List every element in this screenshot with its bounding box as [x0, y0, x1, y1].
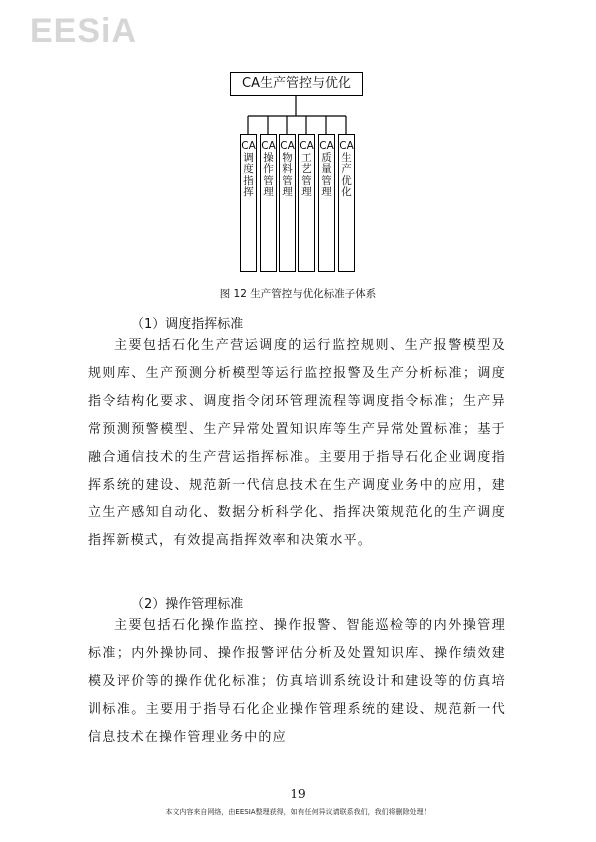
diagram-node-material: CA物料管理: [279, 134, 296, 272]
page-number: 19: [290, 787, 306, 801]
section-paragraph: 主要包括石化生产营运调度的运行监控规则、生产报警模型及规则库、生产预测分析模型等运行监控报警及生产分析标准；调度指令结构化要求、调度指令闭环管理流程等调度指令标准；生产异常预测预警模型、生产异常处置知识库等生产异常处置标准；基于融合通信技术的生产营运指挥标准。主要用于指导石化企业调度指挥系统的建设、规范新一代信息技术在生产调度业务中的应用，建立生产感知自动化、数据分析科学化、指挥决策规范化的生产调度指挥新模式，有效提高指挥效率和决策水平。: [88, 338, 506, 549]
diagram-node-quality: CA质量管理: [318, 134, 335, 272]
diagram-root-node: CA生产管控与优化: [230, 72, 363, 96]
diagram-node-optimization: CA生产优化: [338, 134, 355, 272]
diagram-node-dispatch: CA调度指挥: [240, 134, 257, 272]
figure-caption: 图 12 生产管控与优化标准子体系: [219, 288, 377, 300]
org-diagram: [0, 0, 596, 280]
diagram-node-process: CA工艺管理: [298, 134, 315, 272]
section-heading: （1）调度指挥标准: [131, 317, 244, 332]
diagram-node-operation: CA操作管理: [260, 134, 277, 272]
section-paragraph: 主要包括石化操作监控、操作报警、智能巡检等的内外操管理标准；内外操协同、操作报警评估分析及处置知识库、操作绩效建模及评价等的操作优化标准；仿真培训系统设计和建设等的仿真培训标准。主要用于指导石化企业操作管理系统的建设、规范新一代信息技术在操作管理业务中的应: [88, 618, 506, 745]
footer-note: 本文内容来自网络，由EESIA整理获得，如有任何异议请联系我们，我们将删除处理！: [165, 808, 431, 816]
section-heading: （2）操作管理标准: [131, 597, 244, 612]
eesia-logo: EESiA: [30, 12, 138, 50]
